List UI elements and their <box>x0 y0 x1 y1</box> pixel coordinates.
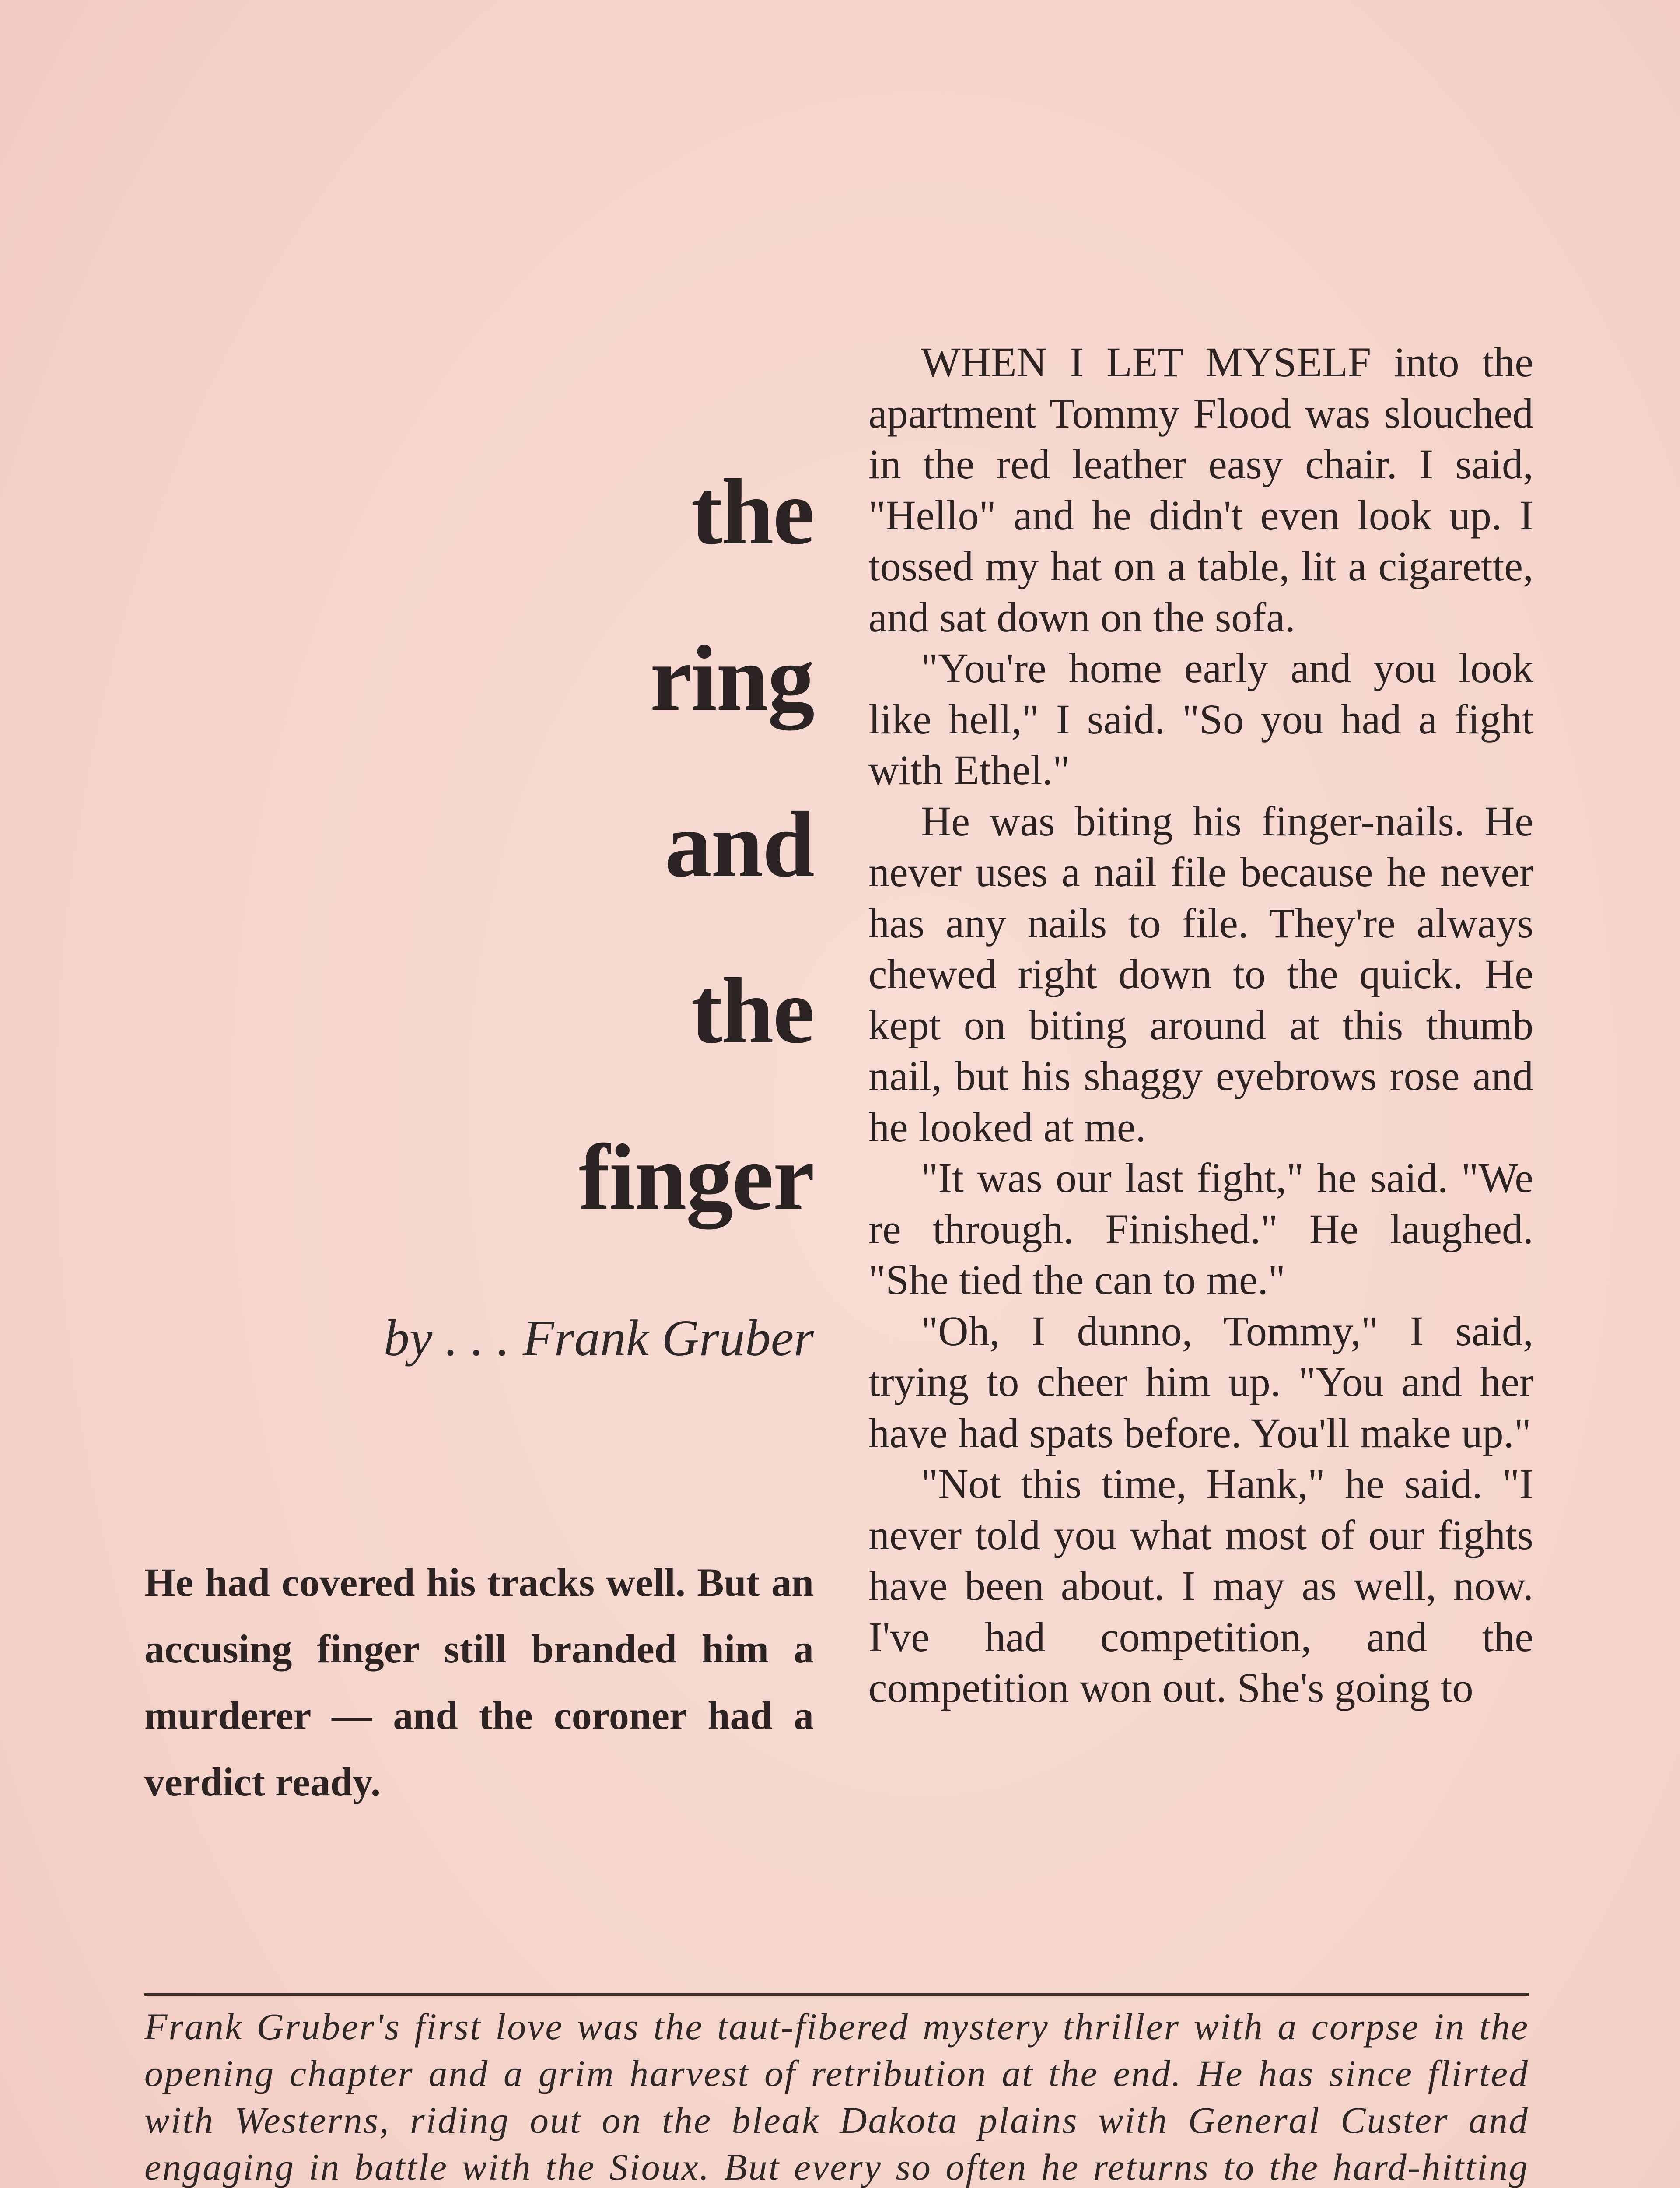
author-note: Frank Gruber's first love was the taut-fibered mystery thriller with a corpse in the opening chapter and a grim harvest of retribution at the end. He has since flirted with Westerns, riding out on the bleak Dakota plains with General Custer and engaging in battle with the Sioux. But every so often he returns to the hard-hitting <box>144 2006 1529 2188</box>
title-word: ring <box>650 626 814 730</box>
story-paragraph: "Oh, I dunno, Tommy," I said, trying to cheer him up. "You and her have had spats before. You'll make up." <box>868 1307 1533 1456</box>
story-paragraph: WHEN I LET MYSELF into the apartment Tommy Flood was slouched in the red leather easy chair. I said, "Hello" and he didn't even look up. I tossed my hat on a table, lit a cigarette, and sat down on the sofa. <box>868 339 1533 641</box>
story-paragraph: "It was our last fight," he said. "We re through. Finished." He laughed. "She tied the can to me." <box>868 1154 1533 1303</box>
title-word: finger <box>578 1125 814 1229</box>
story-paragraph: "Not this time, Hank," he said. "I never told you what most of our fights have been about. I may as well, now. I've had competition, and the competition won out. She's going to <box>868 1460 1533 1711</box>
divider-rule <box>144 1993 1529 1996</box>
title-word: and <box>665 792 814 897</box>
author-byline: by . . . Frank Gruber <box>383 1309 814 1367</box>
story-paragraph: "You're home early and you look like hell," I said. "So you had a fight with Ethel." <box>868 645 1533 793</box>
title-word: the <box>691 958 814 1063</box>
story-paragraph: He was biting his finger-nails. He never uses a nail file because he never has any nails to file. They're always chewed right down to the quick. He kept on biting around at this thumb nail, but his shaggy eyebrows rose and he looked at me. <box>868 797 1533 1150</box>
story-teaser: He had covered his tracks well. But an accusing finger still branded him a murderer — and the coroner had a verdict ready. <box>144 1560 814 1804</box>
story-title <box>481 429 814 1260</box>
title-word: the <box>691 459 814 564</box>
story-body <box>868 337 1533 1714</box>
